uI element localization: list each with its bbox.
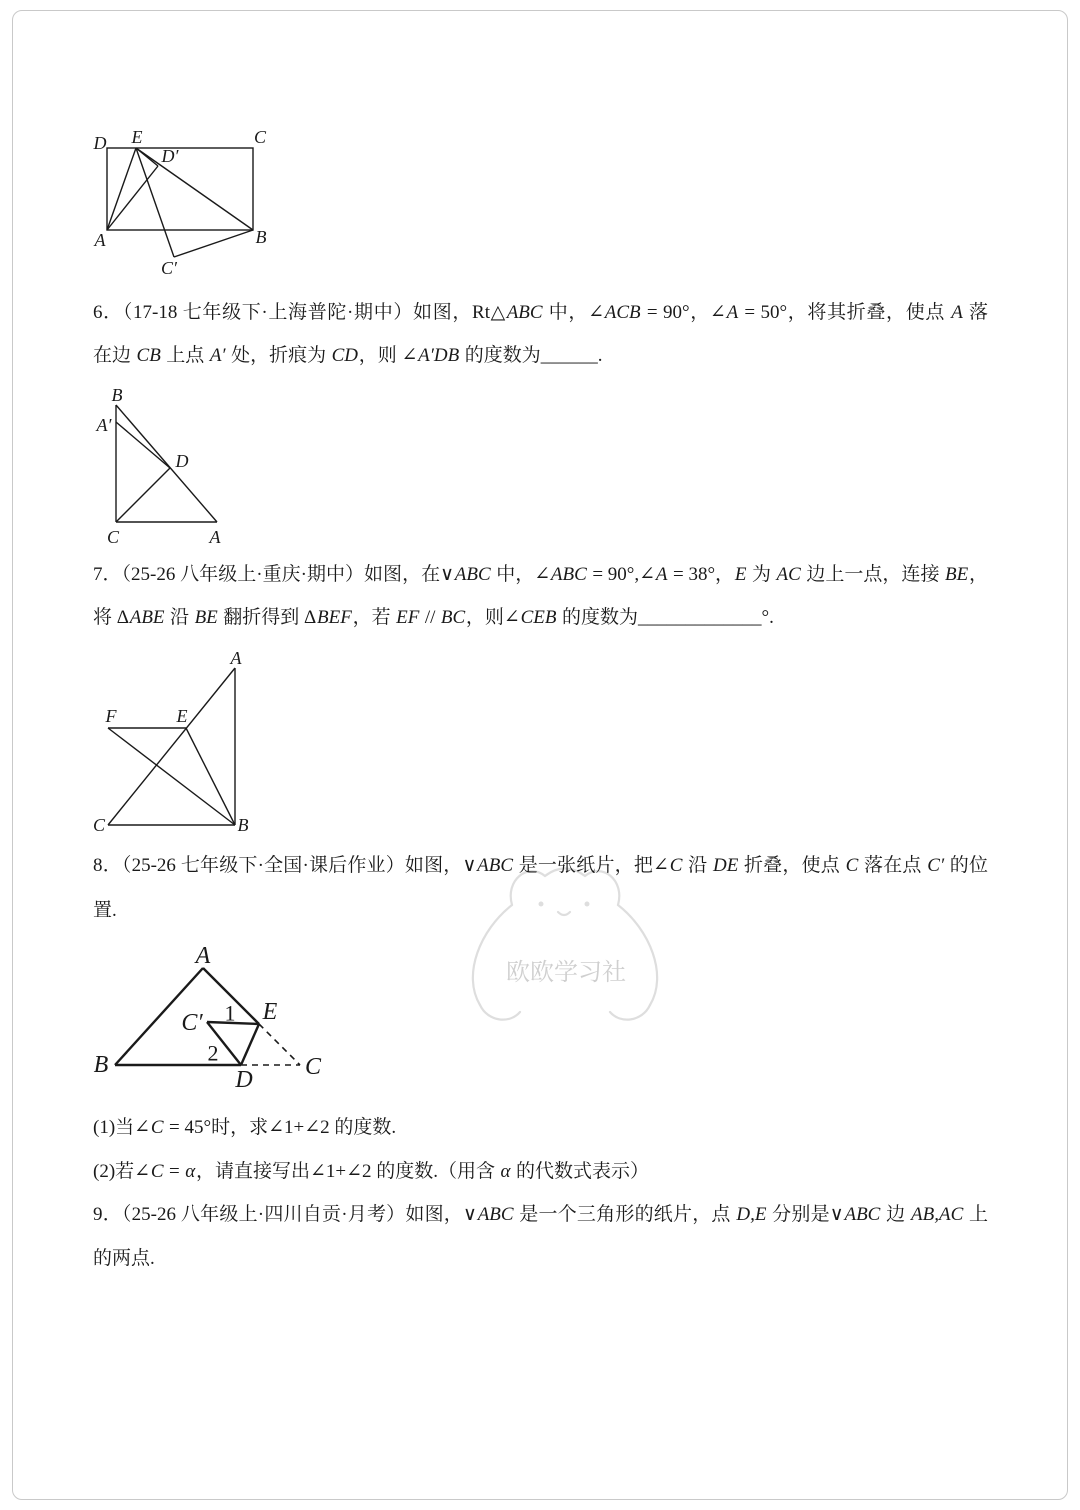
text-run: 沿 — [683, 855, 713, 876]
text-run: 边上一点，连接 — [801, 564, 945, 585]
q6-stem-line-1 — [93, 300, 988, 326]
text-run: 的度数为_____________°. — [557, 607, 774, 628]
text-run: ， — [968, 564, 988, 585]
text-run: 7．（25-26 八年级上·重庆·期中）如图，在∨ — [93, 564, 455, 585]
math-variable: ABC — [477, 855, 514, 876]
label-angle-2: 2 — [207, 1040, 219, 1066]
text-run: 的位 — [944, 855, 988, 876]
label-c-prime: C′ — [161, 258, 177, 278]
math-variable: C — [669, 855, 683, 876]
text-run: 处，折痕为 — [226, 345, 331, 366]
text-run: 中，∠ — [491, 564, 551, 585]
text-run: ，则 ∠ — [358, 345, 418, 366]
math-variable: CB — [136, 345, 161, 366]
text-run: 的代数式表示） — [511, 1161, 650, 1182]
q8-stem-line-1 — [93, 853, 988, 879]
text-run: ，则∠ — [465, 607, 520, 628]
math-variable: A — [655, 564, 668, 585]
q7-stem-line-2 — [93, 605, 988, 631]
math-variable: ABE — [129, 607, 165, 628]
label-angle-1: 1 — [224, 1000, 236, 1026]
q8-part-2 — [93, 1159, 988, 1185]
text-run: 边 — [881, 1204, 911, 1225]
page-frame — [12, 10, 1068, 1500]
text-run: 将 Δ — [93, 607, 129, 628]
math-variable: BC — [440, 607, 466, 628]
text-run: 的度数为______. — [460, 345, 603, 366]
label-c: C — [106, 527, 120, 547]
label-a: A — [209, 527, 221, 547]
watermark-text: 欧欧学习社 — [506, 958, 626, 986]
text-run: 9．（25-26 八年级上·四川自贡·月考）如图，∨ — [93, 1204, 477, 1225]
math-variable: CEB — [520, 607, 557, 628]
math-variable: BE — [944, 564, 969, 585]
label-a-prime: A′ — [96, 415, 112, 435]
text-run: = 38°， — [668, 564, 735, 585]
q9-stem-line-2 — [93, 1246, 988, 1272]
label-e: E — [262, 999, 278, 1025]
label-c-prime: C′ — [181, 1010, 203, 1036]
text-run: 的两点. — [93, 1248, 155, 1269]
text-run: = 90°,∠ — [587, 564, 656, 585]
math-variable: AB,AC — [911, 1204, 964, 1225]
text-run: 6．（17-18 七年级下·上海普陀·期中）如图，Rt△ — [93, 302, 506, 323]
text-run: 中，∠ — [543, 302, 605, 323]
text-run: 置. — [93, 900, 117, 921]
text-run: // — [420, 607, 441, 628]
math-variable: ABC — [454, 564, 491, 585]
q9-stem-line-1 — [93, 1202, 988, 1228]
math-variable: BEF — [317, 607, 352, 628]
label-d-prime: D′ — [161, 146, 179, 166]
math-variable: AC — [776, 564, 801, 585]
text-run: = 45°时，求∠1+∠2 的度数. — [164, 1117, 397, 1138]
label-c: C — [304, 1054, 322, 1080]
math-variable: ABC — [844, 1204, 881, 1225]
label-c: C — [253, 127, 267, 147]
math-variable: ABC — [477, 1204, 514, 1225]
text-run: (1)当∠ — [93, 1117, 151, 1138]
q7-stem-line-1 — [93, 562, 988, 588]
q6-stem-line-2 — [93, 343, 988, 369]
label-f: F — [105, 706, 117, 726]
text-run: 上点 — [161, 345, 210, 366]
math-variable: ABC — [550, 564, 587, 585]
text-run: 上 — [964, 1204, 988, 1225]
text-run: (2)若∠ — [93, 1161, 151, 1182]
label-a: A — [195, 943, 211, 969]
math-variable: C — [150, 1117, 164, 1138]
text-run: = — [164, 1161, 185, 1182]
label-b: B — [237, 815, 249, 835]
math-variable: D,E — [736, 1204, 767, 1225]
label-d: D — [93, 133, 107, 153]
math-variable: E — [734, 564, 747, 585]
label-b: B — [255, 227, 267, 247]
text-run: 落在点 — [859, 855, 927, 876]
math-variable: α — [185, 1161, 196, 1182]
text-run: = 90°，∠ — [641, 302, 726, 323]
math-variable: C — [150, 1161, 164, 1182]
text-run: 是一张纸片，把∠ — [513, 855, 669, 876]
math-variable: EF — [396, 607, 420, 628]
text-run: ，请直接写出∠1+∠2 的度数.（用含 — [195, 1161, 500, 1182]
math-variable: ACB — [604, 302, 641, 323]
math-variable: A — [726, 302, 739, 323]
label-e: E — [131, 127, 143, 147]
text-run: 落 — [963, 302, 989, 323]
label-d: D — [235, 1067, 253, 1093]
math-variable: A′ — [209, 345, 226, 366]
label-a: A — [230, 648, 242, 668]
math-variable: BE — [194, 607, 218, 628]
label-b: B — [93, 1052, 109, 1078]
text-run: = 50°，将其折叠，使点 — [738, 302, 951, 323]
math-variable: CD — [331, 345, 358, 366]
text-run: 翻折得到 Δ — [218, 607, 317, 628]
math-variable: α — [500, 1161, 511, 1182]
text-run: ，若 — [352, 607, 396, 628]
label-d: D — [175, 451, 189, 471]
text-run: 分别是∨ — [767, 1204, 844, 1225]
label-c: C — [92, 815, 106, 835]
text-run: 在边 — [93, 345, 136, 366]
label-e: E — [176, 706, 188, 726]
text-run: 为 — [747, 564, 776, 585]
text-run: 8．（25-26 七年级下·全国·课后作业）如图，∨ — [93, 855, 477, 876]
text-run: 折叠，使点 — [739, 855, 845, 876]
q8-part-1 — [93, 1115, 988, 1141]
label-b: B — [111, 385, 123, 405]
text-run: 沿 — [165, 607, 194, 628]
q8-stem-line-2 — [93, 898, 988, 924]
math-variable: A′DB — [418, 345, 460, 366]
math-variable: C — [845, 855, 859, 876]
label-a: A — [94, 230, 106, 250]
math-variable: DE — [712, 855, 739, 876]
text-run: 是一个三角形的纸片，点 — [514, 1204, 736, 1225]
math-variable: A — [951, 302, 963, 323]
math-variable: ABC — [506, 302, 543, 323]
math-variable: C′ — [927, 855, 945, 876]
